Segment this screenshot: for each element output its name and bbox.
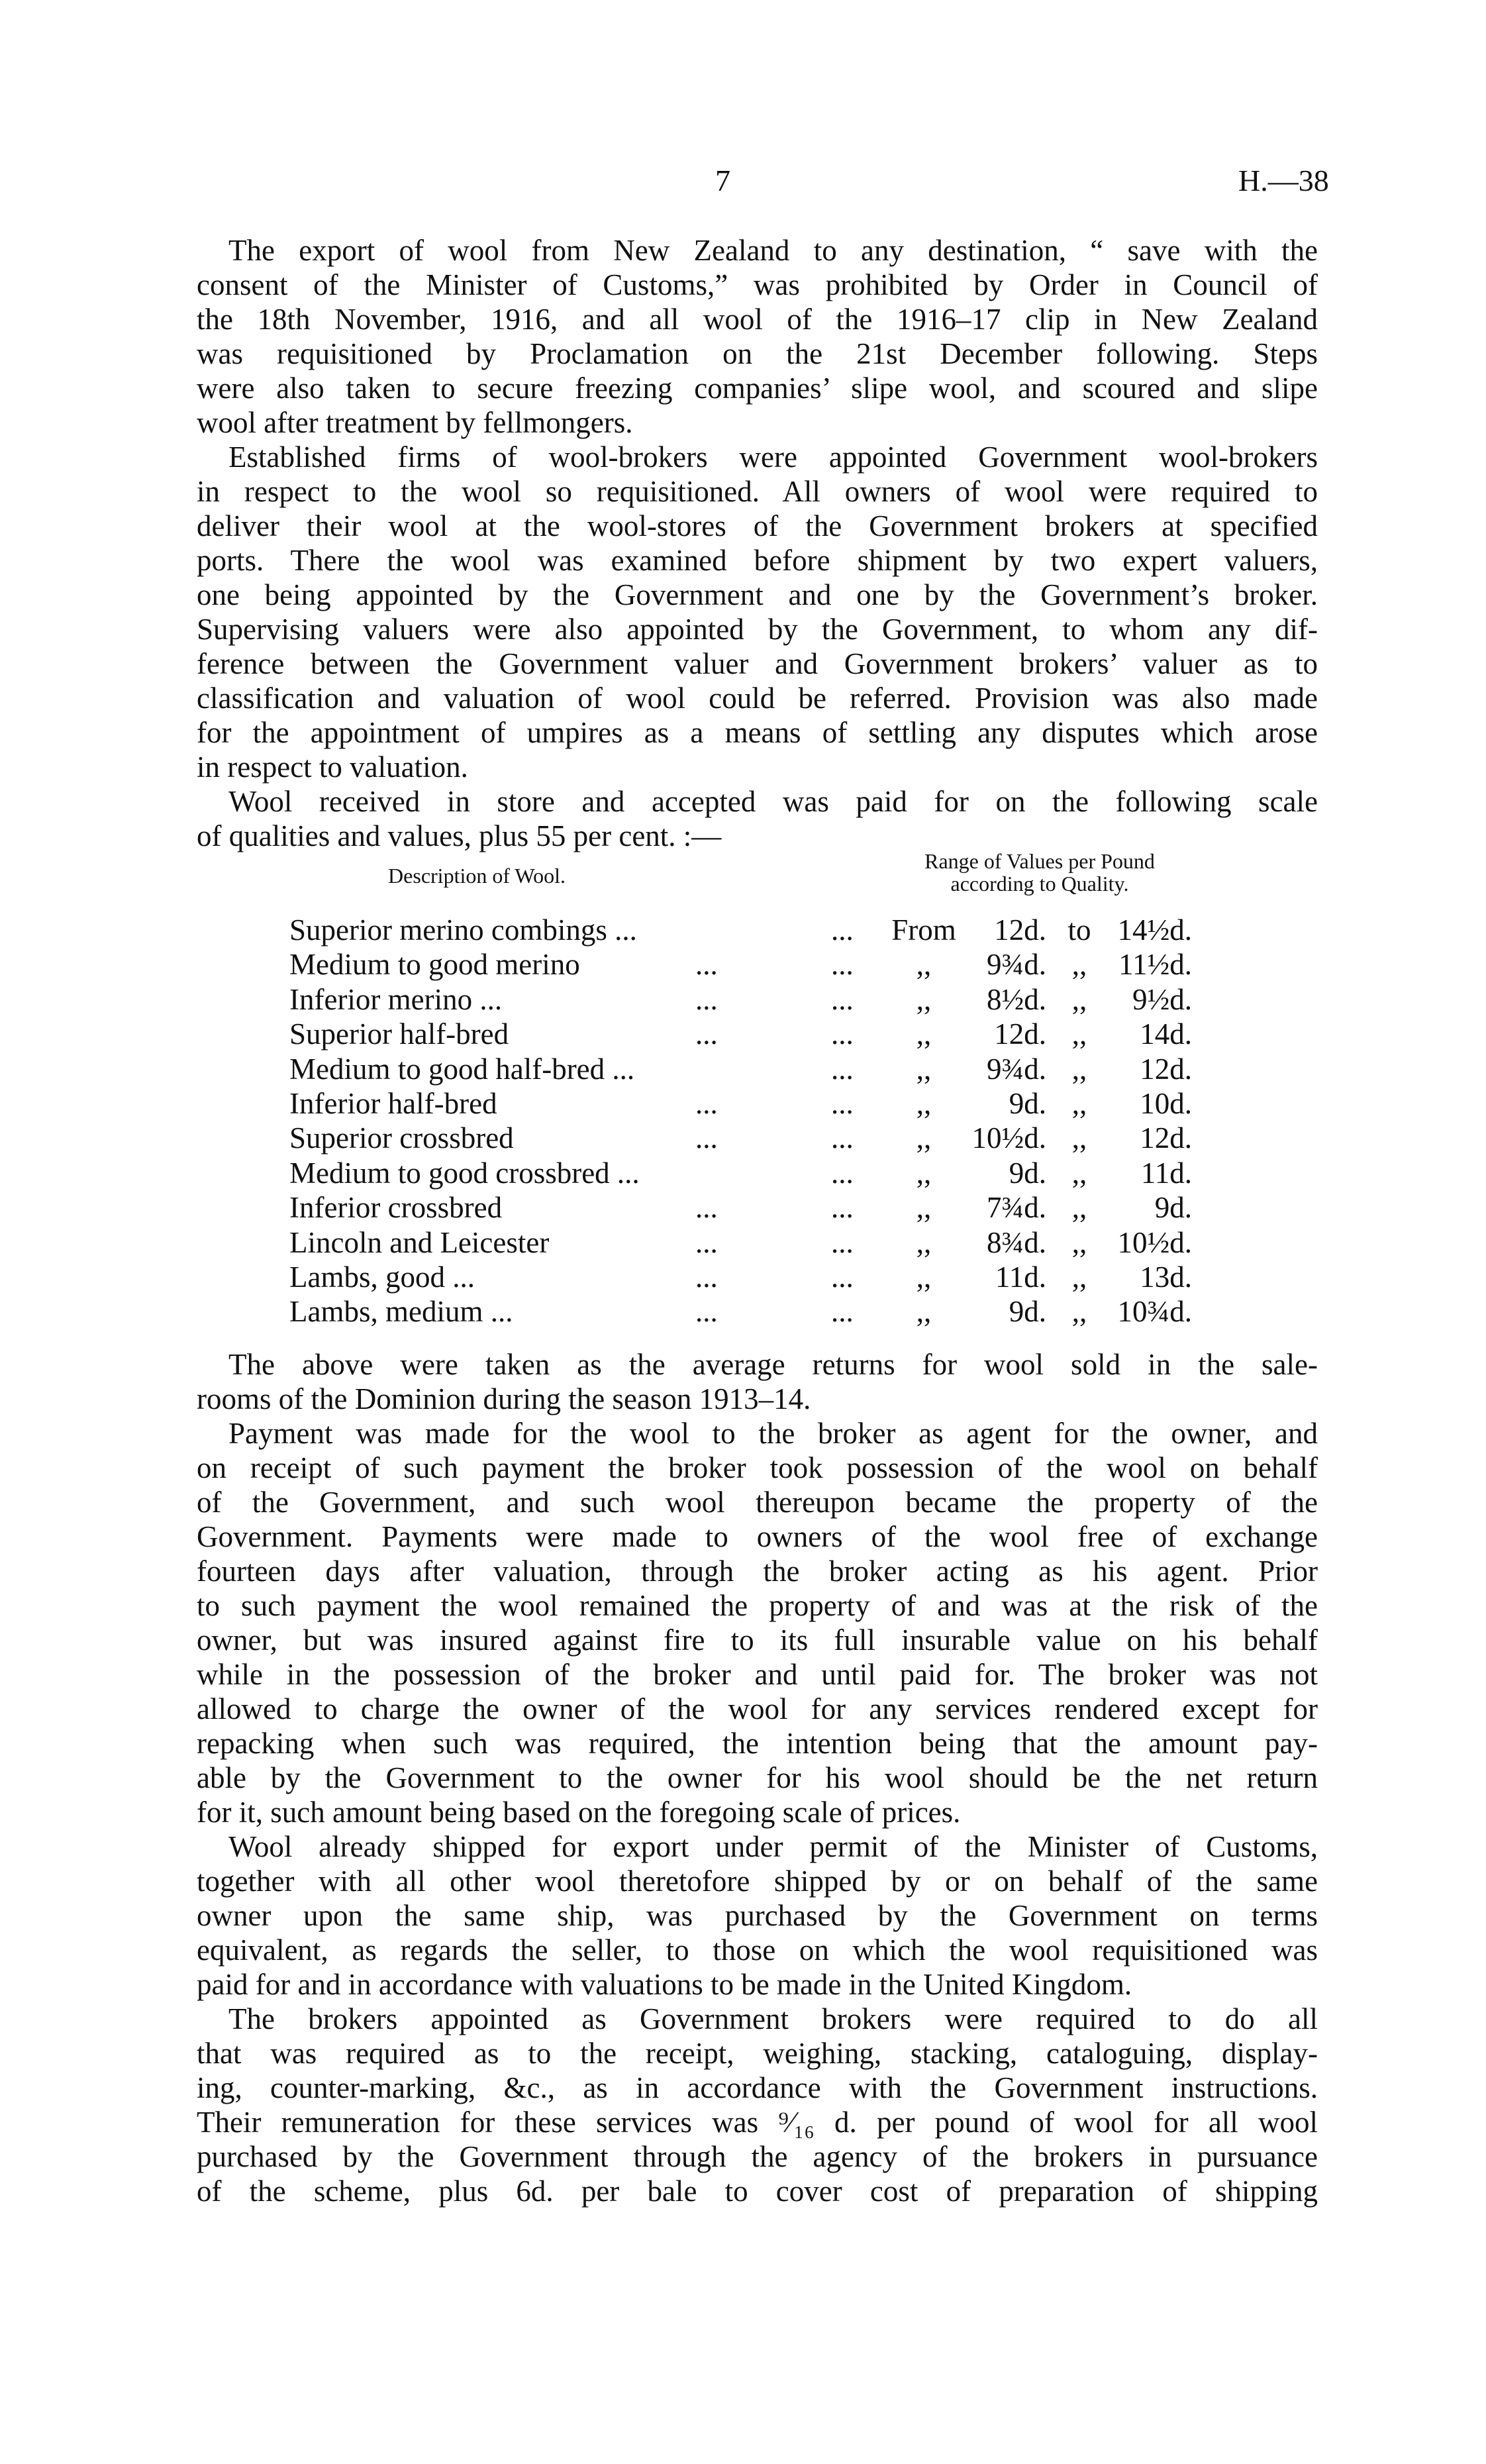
body-text-bottom bbox=[197, 1347, 1318, 2208]
value-from: 12d. bbox=[994, 913, 1046, 947]
wool-description: Superior merino combings ... bbox=[289, 913, 637, 947]
from-label: ,, bbox=[916, 1121, 932, 1155]
column-header-range-line-1: Range of Values per Pound bbox=[924, 849, 1155, 873]
text-line: The above were taken as the average returns for wool sold in the sale- bbox=[228, 1348, 1318, 1381]
body-text-top bbox=[197, 233, 1318, 853]
text-line: owner, but was insured against fire to its full insurable value on his behalf bbox=[197, 1623, 1318, 1657]
text-line: Wool already shipped for export under permit of the Minister of Customs, bbox=[228, 1830, 1318, 1863]
leader-dots: ... bbox=[695, 1087, 718, 1120]
value-to: 9½d. bbox=[1132, 982, 1192, 1016]
wool-description: Medium to good crossbred ... bbox=[289, 1156, 640, 1190]
text-line: The export of wool from New Zealand to any destination, “ save with the bbox=[228, 234, 1318, 267]
leader-dots: ... bbox=[831, 913, 854, 947]
document-reference: H.—38 bbox=[1238, 164, 1329, 197]
to-label: ,, bbox=[1071, 1260, 1087, 1294]
text-line: ports. There the wool was examined before shipment by two expert valuers, bbox=[197, 544, 1318, 577]
from-label: ,, bbox=[916, 1191, 932, 1225]
text-line: together with all other wool theretofore shipped by or on behalf of the same bbox=[197, 1865, 1318, 1898]
text-line: was requisitioned by Proclamation on the 21st December following. Steps bbox=[197, 337, 1318, 370]
value-from: 12d. bbox=[994, 1017, 1046, 1051]
text-line: were also taken to secure freezing companies’ slipe wool, and scoured and slipe bbox=[197, 372, 1318, 405]
leader-dots: ... bbox=[831, 1191, 854, 1225]
leader-dots: ... bbox=[695, 1017, 718, 1051]
value-to: 13d. bbox=[1140, 1260, 1192, 1294]
wool-description: Inferior merino ... bbox=[289, 982, 503, 1016]
text-line: purchased by the Government through the agency of the brokers in pursuance bbox=[197, 2140, 1318, 2173]
value-to: 12d. bbox=[1140, 1121, 1192, 1155]
value-from: 11d. bbox=[995, 1260, 1046, 1294]
text-line: in respect to valuation. bbox=[197, 750, 468, 784]
leader-dots: ... bbox=[831, 948, 854, 982]
text-line: wool after treatment by fellmongers. bbox=[197, 406, 633, 439]
page-number: 7 bbox=[715, 164, 730, 197]
from-label: ,, bbox=[916, 1087, 932, 1120]
value-from: 8¾d. bbox=[987, 1225, 1046, 1259]
text-line: one being appointed by the Government and one by the Government’s broker. bbox=[197, 578, 1318, 611]
value-to: 14½d. bbox=[1117, 913, 1192, 947]
table-row bbox=[0, 1121, 1486, 1155]
to-label: ,, bbox=[1071, 1052, 1087, 1086]
value-from: 9d. bbox=[1009, 1295, 1046, 1329]
paragraph bbox=[197, 1829, 1318, 2002]
table-row bbox=[0, 1294, 1486, 1329]
table-row bbox=[0, 947, 1486, 982]
from-label: ,, bbox=[916, 1260, 932, 1294]
leader-dots: ... bbox=[831, 1225, 854, 1259]
table-row bbox=[0, 913, 1486, 947]
leader-dots: ... bbox=[831, 982, 854, 1016]
to-label: ,, bbox=[1071, 1017, 1087, 1051]
value-to: 11½d. bbox=[1118, 948, 1192, 982]
text-line: the 18th November, 1916, and all wool of the 1916–17 clip in New Zealand bbox=[197, 303, 1318, 336]
value-to: 9d. bbox=[1154, 1191, 1192, 1225]
from-label: ,, bbox=[916, 1156, 932, 1190]
table-row bbox=[0, 1052, 1486, 1086]
value-to: 12d. bbox=[1140, 1052, 1192, 1086]
text-line: while in the possession of the broker and until paid for. The broker was not bbox=[197, 1658, 1318, 1691]
text-line: Supervising valuers were also appointed by the Government, to whom any dif- bbox=[197, 613, 1318, 646]
value-to: 10¾d. bbox=[1117, 1295, 1192, 1329]
text-line: Their remuneration for these services was ⁹⁄₁₆ d. per pound of wool for all wool bbox=[197, 2106, 1318, 2139]
from-label: ,, bbox=[916, 1052, 932, 1086]
value-from: 9¾d. bbox=[987, 1052, 1046, 1086]
leader-dots: ... bbox=[695, 1260, 718, 1294]
value-to: 10½d. bbox=[1117, 1225, 1192, 1259]
leader-dots: ... bbox=[695, 1295, 718, 1329]
wool-description: Inferior half-bred bbox=[289, 1087, 497, 1120]
text-line: classification and valuation of wool could be referred. Provision was also made bbox=[197, 682, 1318, 715]
text-line: deliver their wool at the wool-stores of the Government brokers at specified bbox=[197, 509, 1318, 542]
paragraph bbox=[197, 784, 1318, 853]
text-line: on receipt of such payment the broker took possession of the wool on behalf bbox=[197, 1451, 1318, 1484]
leader-dots: ... bbox=[831, 1156, 854, 1190]
leader-dots: ... bbox=[831, 1295, 854, 1329]
to-label: to bbox=[1067, 913, 1091, 947]
column-header-range bbox=[861, 850, 1218, 895]
text-line: for the appointment of umpires as a means of settling any disputes which arose bbox=[197, 716, 1318, 749]
paragraph bbox=[197, 2002, 1318, 2208]
leader-dots: ... bbox=[831, 1260, 854, 1294]
leader-dots: ... bbox=[831, 1121, 854, 1155]
text-line: equivalent, as regards the seller, to those on which the wool requisitioned was bbox=[197, 1933, 1318, 1967]
text-line: consent of the Minister of Customs,” was prohibited by Order in Council of bbox=[197, 268, 1318, 301]
text-line: Government. Payments were made to owners of the wool free of exchange bbox=[197, 1520, 1318, 1553]
leader-dots: ... bbox=[695, 982, 718, 1016]
from-label: From bbox=[891, 913, 956, 947]
paragraph bbox=[197, 233, 1318, 440]
wool-description: Lincoln and Leicester bbox=[289, 1225, 550, 1259]
column-header-description: Description of Wool. bbox=[388, 864, 566, 888]
table-row bbox=[0, 1156, 1486, 1190]
text-line: paid for and in accordance with valuations to be made in the United Kingdom. bbox=[197, 1968, 1132, 2001]
wool-description: Lambs, medium ... bbox=[289, 1295, 513, 1329]
text-line: fourteen days after valuation, through the broker acting as his agent. Prior bbox=[197, 1555, 1318, 1588]
text-line: that was required as to the receipt, weighing, stacking, cataloguing, display- bbox=[197, 2037, 1318, 2070]
value-from: 9¾d. bbox=[987, 948, 1046, 982]
table-row bbox=[0, 1190, 1486, 1225]
wool-description: Lambs, good ... bbox=[289, 1260, 475, 1294]
to-label: ,, bbox=[1071, 1156, 1087, 1190]
text-line: Wool received in store and accepted was paid for on the following scale bbox=[228, 785, 1318, 818]
table-row bbox=[0, 1086, 1486, 1121]
text-line: The brokers appointed as Government brokers were required to do all bbox=[228, 2002, 1318, 2035]
table-row bbox=[0, 1260, 1486, 1294]
to-label: ,, bbox=[1071, 948, 1087, 982]
value-from: 8½d. bbox=[987, 982, 1046, 1016]
from-label: ,, bbox=[916, 1017, 932, 1051]
wool-description: Medium to good half-bred ... bbox=[289, 1052, 635, 1086]
text-line: for it, such amount being based on the foregoing scale of prices. bbox=[197, 1796, 961, 1829]
value-from: 9d. bbox=[1009, 1087, 1046, 1120]
value-to: 10d. bbox=[1140, 1087, 1192, 1120]
leader-dots: ... bbox=[695, 1225, 718, 1259]
from-label: ,, bbox=[916, 948, 932, 982]
wool-description: Medium to good merino bbox=[289, 948, 580, 982]
text-line: of the Government, and such wool thereupon became the property of the bbox=[197, 1486, 1318, 1519]
column-header-range-line-2: according to Quality. bbox=[950, 872, 1129, 896]
paragraph bbox=[197, 440, 1318, 784]
leader-dots: ... bbox=[831, 1017, 854, 1051]
value-to: 14d. bbox=[1140, 1017, 1192, 1051]
to-label: ,, bbox=[1071, 982, 1087, 1016]
text-line: of qualities and values, plus 55 per cent. :— bbox=[197, 819, 722, 852]
value-from: 7¾d. bbox=[987, 1191, 1046, 1225]
from-label: ,, bbox=[916, 982, 932, 1016]
from-label: ,, bbox=[916, 1225, 932, 1259]
table-row bbox=[0, 1017, 1486, 1051]
to-label: ,, bbox=[1071, 1225, 1087, 1259]
leader-dots: ... bbox=[831, 1052, 854, 1086]
to-label: ,, bbox=[1071, 1087, 1087, 1120]
text-line: repacking when such was required, the intention being that the amount pay- bbox=[197, 1727, 1318, 1760]
to-label: ,, bbox=[1071, 1295, 1087, 1329]
to-label: ,, bbox=[1071, 1191, 1087, 1225]
text-line: owner upon the same ship, was purchased by the Government on terms bbox=[197, 1899, 1318, 1932]
text-line: in respect to the wool so requisitioned. All owners of wool were required to bbox=[197, 475, 1318, 508]
text-line: able by the Government to the owner for his wool should be the net return bbox=[197, 1761, 1318, 1794]
text-line: allowed to charge the owner of the wool for any services rendered except for bbox=[197, 1692, 1318, 1725]
text-line: ing, counter-marking, &c., as in accordance with the Government instructions. bbox=[197, 2071, 1318, 2104]
paragraph bbox=[197, 1416, 1318, 1829]
value-to: 11d. bbox=[1140, 1156, 1192, 1190]
wool-description: Superior half-bred bbox=[289, 1017, 509, 1051]
value-from: 10½d. bbox=[971, 1121, 1046, 1155]
text-line: rooms of the Dominion during the season 1913–14. bbox=[197, 1382, 811, 1415]
text-line: to such payment the wool remained the property of and was at the risk of the bbox=[197, 1589, 1318, 1622]
leader-dots: ... bbox=[831, 1087, 854, 1120]
table-row bbox=[0, 982, 1486, 1017]
text-line: Established firms of wool-brokers were appointed Government wool-brokers bbox=[228, 440, 1318, 474]
text-line: Payment was made for the wool to the broker as agent for the owner, and bbox=[228, 1417, 1318, 1450]
to-label: ,, bbox=[1071, 1121, 1087, 1155]
text-line: ference between the Government valuer and Government brokers’ valuer as to bbox=[197, 647, 1318, 680]
text-line: of the scheme, plus 6d. per bale to cover cost of preparation of shipping bbox=[197, 2175, 1318, 2208]
wool-description: Inferior crossbred bbox=[289, 1191, 503, 1225]
wool-description: Superior crossbred bbox=[289, 1121, 514, 1155]
table-row bbox=[0, 1225, 1486, 1260]
leader-dots: ... bbox=[695, 1191, 718, 1225]
value-from: 9d. bbox=[1009, 1156, 1046, 1190]
leader-dots: ... bbox=[695, 1121, 718, 1155]
paragraph bbox=[197, 1347, 1318, 1416]
from-label: ,, bbox=[916, 1295, 932, 1329]
leader-dots: ... bbox=[695, 948, 718, 982]
